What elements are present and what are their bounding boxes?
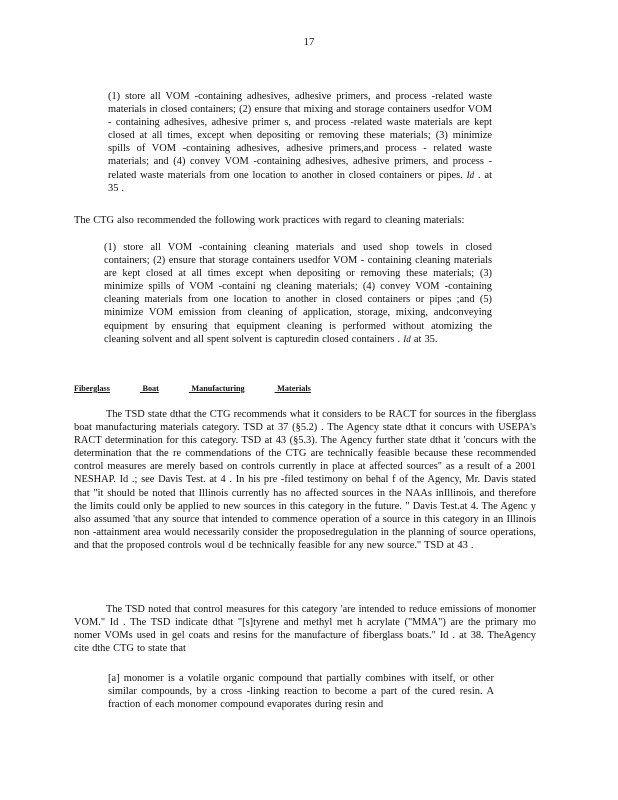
block-quote-monomer: [a] monomer is a volatile organic compound that partially combines with itself, or other similar compounds, by a cross -linking reaction to become a part of the cured resin. A fraction of each monomer compound evaporates during resin and	[108, 673, 494, 711]
block-quote-adhesives	[108, 90, 492, 195]
heading-word: Boat	[142, 384, 159, 393]
section-heading	[74, 382, 341, 395]
heading-word: Manufacturing	[191, 384, 245, 393]
paragraph-tsd-ract: The TSD state dthat the CTG recommends what it considers to be RACT for sources in the fiberglass boat manufacturing materials category. TSD at 37 (§5.2) . The Agency state dthat it concurs with USEPA's RACT determination for this category. TSD at 43 (§5.3). The Agency further state dthat it 'concurs with the determination that the re commendations of the CTG are technically feasible because these recommended control measures are merely based on controls currently in place at affected sources" as a result of a 2001 NESHAP. Id .; see Davis Test. at 4 . In his pre -filed testimony on behal f of the Agency, Mr. Davis stated that "it should be noted that Illinois currently has no affected sources in the NAAs inIllinois, and therefore the limits could only be applied to new sources in this category in the future. " Davis Test.at 4. The Agenc y also assumed 'that any source that intended to commence operation of a source in this category in an Illinois non -attainment area would necessarily consider the proposedregulation in the planning of source operations, and that the proposed controls woul d be technically feasible for any new source." TSD at 43 .	[74, 409, 536, 551]
citation-tail: . at 35 .	[108, 169, 492, 194]
heading-word: Materials	[277, 384, 311, 393]
page-number: 17	[303, 36, 315, 48]
quote-text: (1) store all VOM -containing cleaning materials and used shop towels in closed containers; (2) ensure that storage containers usedfor VOM - containing cleaning materials are kept closed at all times except when depositing or removing these materials; (3) minimize spills of VOM -containi ng cleaning materials; (4) convey VOM -containing cleaning materials from one location to another in closed containers or pipes ;and (5) minimize VOM emission from cleaning of application, storage, mixing, andconveying equipment by ensuring that equipment cleaning is performed without atomizing the cleaning solvent and all spent solvent is capturedin closed containers .	[104, 242, 492, 345]
quote-text: (1) store all VOM -containing adhesives, adhesive primers, and process -related waste materials in closed containers; (2) ensure that mixing and storage containers usedfor VOM - containing adhesives, adhesive primer s, and process -related waste materials are kept closed at all times, except when depositing or removing these materials; (3) minimize spills of VOM -containing adhesives, adhesive primers,and process - related waste materials; and (4) convey VOM -containing adhesives, adhesive primers, and process -related waste materials from one location to another in closed containers or pipes.	[108, 91, 492, 181]
paragraph-cleaning-intro: The CTG also recommended the following work practices with regard to cleaning materials:	[74, 215, 465, 226]
citation-id: Id	[466, 169, 475, 180]
block-quote-cleaning	[104, 241, 492, 346]
citation-id: Id	[403, 333, 411, 344]
citation-tail: at 35.	[413, 333, 438, 345]
heading-word: Fiberglass	[74, 384, 110, 393]
paragraph-tsd-monomer: The TSD noted that control measures for this category 'are intended to reduce emissions of monomer VOM." Id . The TSD indicate dthat "[s]tyrene and methyl met h acrylate ("MMA") are the primary mo nomer VOMs used in gel coats and resins for the manufacture of fiberglass boats." Id . at 38. TheAgency cite dthe CTG to state that	[74, 604, 536, 655]
